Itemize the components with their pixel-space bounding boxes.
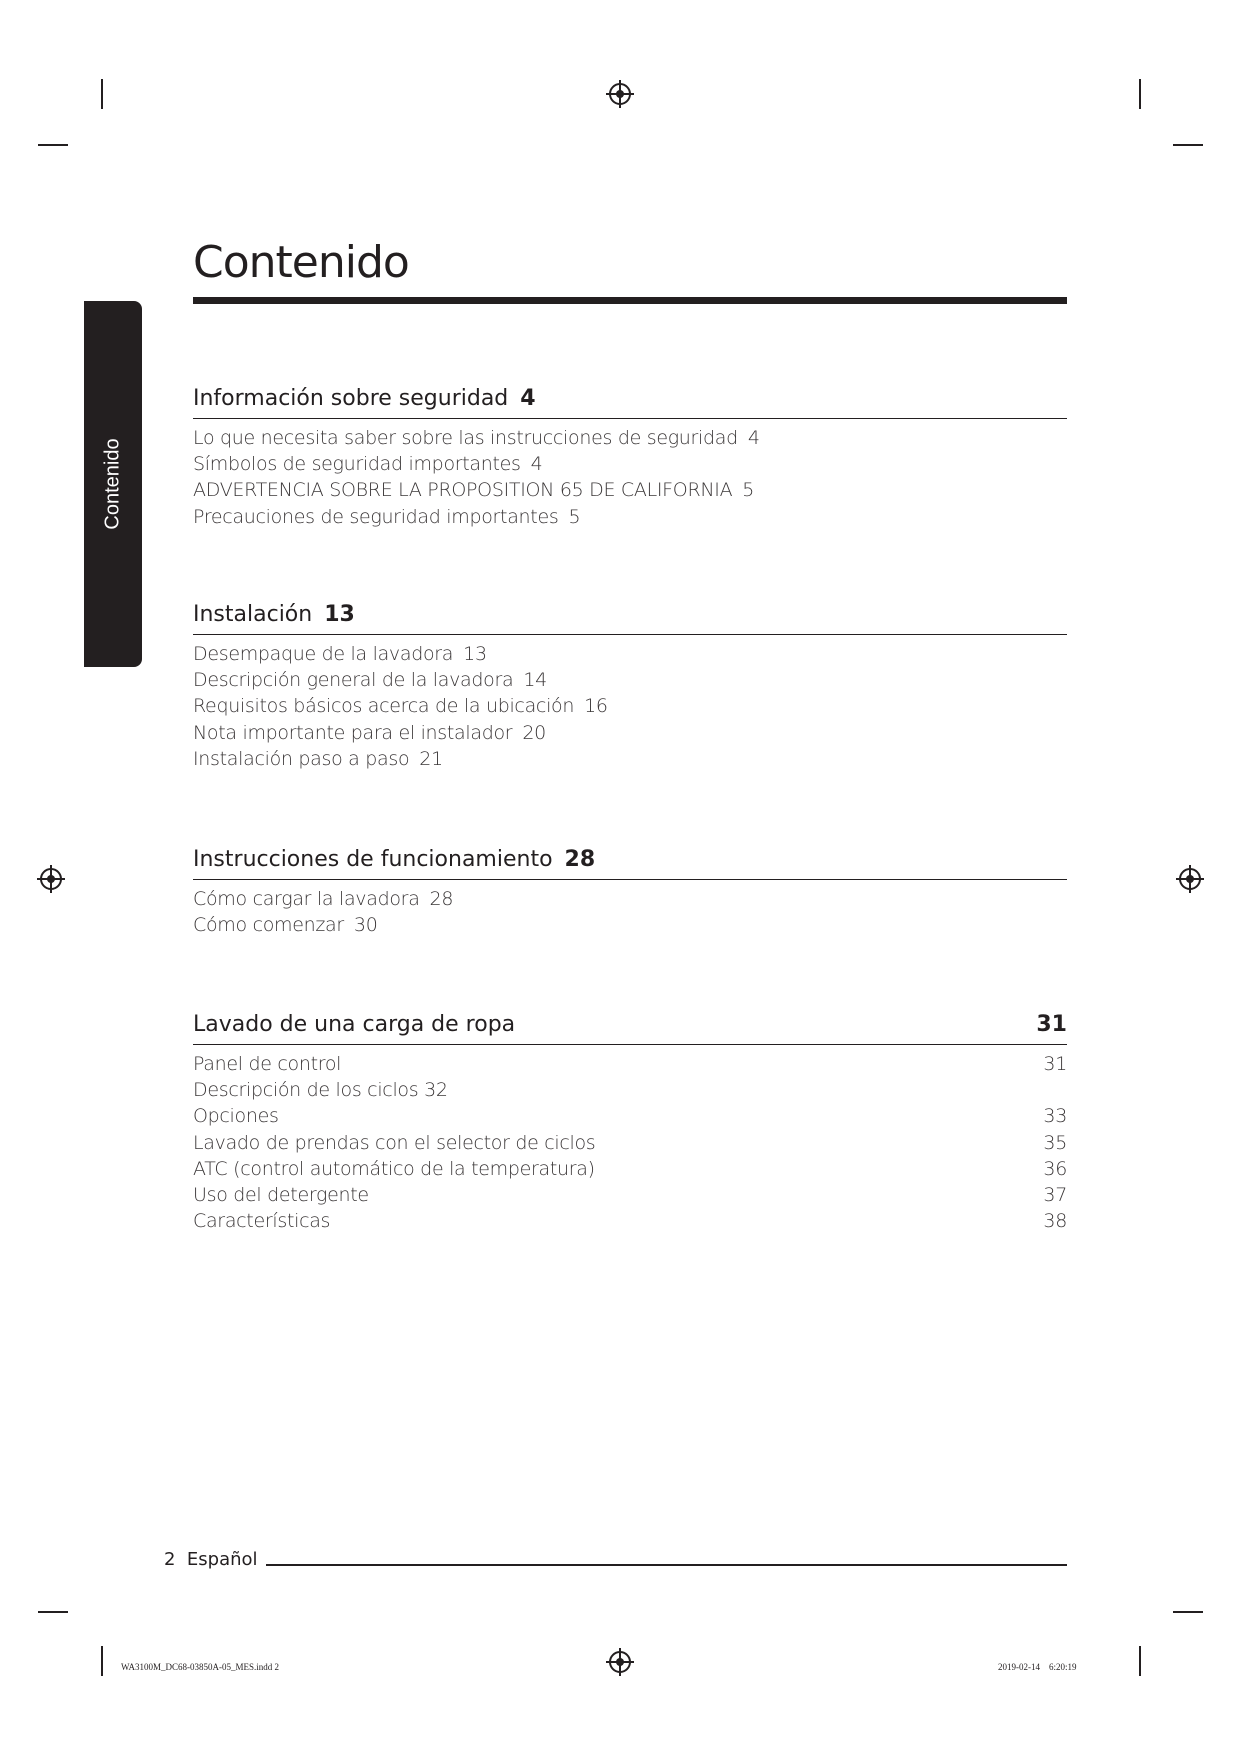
entry-page: 16 xyxy=(584,695,608,718)
entry-page: 5 xyxy=(568,505,581,528)
toc-entry[interactable] xyxy=(193,1156,1067,1182)
entry-label: Cómo comenzar xyxy=(193,914,344,937)
footer-rule xyxy=(266,1564,1067,1566)
entry-label: Símbolos de seguridad importantes xyxy=(193,453,521,476)
entry-label: Cómo cargar la lavadora xyxy=(193,888,420,910)
toc-entry[interactable] xyxy=(193,720,1067,746)
entry-page: 35 xyxy=(1043,1131,1067,1154)
entry-page: 14 xyxy=(523,669,547,692)
toc-section-heading[interactable] xyxy=(193,847,1067,880)
crop-mark xyxy=(38,1611,68,1613)
entry-page: 33 xyxy=(1043,1105,1067,1128)
toc-section-heading[interactable] xyxy=(193,1012,1067,1045)
entry-label: ADVERTENCIA SOBRE LA PROPOSITION 65 DE CALIFORNIA xyxy=(193,479,733,502)
crop-mark xyxy=(1139,79,1141,109)
entry-label: Lo que necesita saber sobre las instrucciones de seguridad xyxy=(193,427,738,449)
page-title: Contenido xyxy=(193,237,409,288)
section-title: Lavado de una carga de ropa xyxy=(193,1012,516,1037)
entry-label: Requisitos básicos acerca de la ubicación xyxy=(193,695,575,718)
entry-label: Opciones xyxy=(193,1105,279,1128)
entry-label: Precauciones de seguridad importantes xyxy=(193,505,559,528)
toc-section-safety xyxy=(193,386,1067,530)
registration-mark-icon xyxy=(609,1651,631,1673)
entry-page: 20 xyxy=(522,721,546,744)
page-footer xyxy=(164,1549,258,1570)
section-page: 31 xyxy=(1036,1012,1067,1037)
entry-page: 37 xyxy=(1043,1184,1067,1207)
toc-entry[interactable] xyxy=(193,1130,1067,1156)
crop-mark xyxy=(1139,1646,1141,1676)
entry-page: 31 xyxy=(1043,1053,1067,1075)
entry-page: 36 xyxy=(1043,1157,1067,1180)
toc-entry[interactable] xyxy=(193,504,1067,530)
entry-label: Desempaque de la lavadora xyxy=(193,643,454,665)
entry-page: 4 xyxy=(747,427,760,449)
toc-entry[interactable] xyxy=(193,1051,1067,1077)
section-title: Instalación xyxy=(193,602,313,627)
page-number: 2 xyxy=(164,1549,176,1570)
entry-page: 4 xyxy=(530,453,543,476)
toc-entry[interactable] xyxy=(193,451,1067,477)
toc-section-installation xyxy=(193,602,1067,772)
entry-label: Nota importante para el instalador xyxy=(193,721,513,744)
section-title: Información sobre seguridad xyxy=(193,386,509,411)
toc-entry[interactable] xyxy=(193,693,1067,719)
entry-label: Uso del detergente xyxy=(193,1184,369,1207)
crop-mark xyxy=(101,79,103,109)
crop-mark xyxy=(38,144,68,146)
section-page: 13 xyxy=(324,602,355,627)
title-rule xyxy=(193,297,1067,304)
side-tab-label: Contenido xyxy=(101,438,124,530)
crop-mark xyxy=(101,1646,103,1676)
entry-label: ATC (control automático de la temperatura) xyxy=(193,1157,595,1180)
entry-label: Lavado de prendas con el selector de ciclos xyxy=(193,1131,596,1154)
entry-page: 30 xyxy=(353,914,378,937)
entry-label: Descripción general de la lavadora xyxy=(193,669,514,692)
entry-page: 13 xyxy=(463,643,487,665)
section-page: 4 xyxy=(520,386,536,411)
registration-mark-icon xyxy=(40,868,62,890)
toc-entry[interactable] xyxy=(193,667,1067,693)
toc-entry[interactable] xyxy=(193,746,1067,772)
toc-entry[interactable] xyxy=(193,1182,1067,1208)
crop-mark xyxy=(1173,1611,1203,1613)
registration-mark-icon xyxy=(1179,868,1201,890)
print-slug-file: WA3100M_DC68-03850A-05_MES.indd 2 xyxy=(121,1662,280,1672)
toc-entry[interactable] xyxy=(193,425,1067,451)
section-page: 28 xyxy=(564,847,596,872)
toc-entry[interactable] xyxy=(193,1208,1067,1234)
registration-mark-icon xyxy=(609,83,631,105)
entry-label: Panel de control xyxy=(193,1053,342,1075)
toc-section-operation xyxy=(193,847,1067,938)
crop-mark xyxy=(1173,144,1203,146)
entry-page: 5 xyxy=(742,479,755,502)
section-title: Instrucciones de funcionamiento xyxy=(193,847,553,872)
entry-page: 28 xyxy=(429,888,454,910)
toc-section-heading[interactable] xyxy=(193,602,1067,635)
entry-label: Instalación paso a paso xyxy=(193,747,410,770)
footer-language: Español xyxy=(186,1549,258,1570)
entry-label: Descripción de los ciclos 32 xyxy=(193,1079,448,1102)
side-tab xyxy=(84,301,142,667)
entry-page: 21 xyxy=(419,747,443,770)
toc-entry[interactable] xyxy=(193,1103,1067,1129)
toc-section-heading[interactable] xyxy=(193,386,1067,419)
toc-entry[interactable] xyxy=(193,641,1067,667)
toc-entry[interactable] xyxy=(193,1077,1067,1103)
toc-entry[interactable] xyxy=(193,886,1067,912)
toc-entry[interactable] xyxy=(193,477,1067,503)
entry-label: Características xyxy=(193,1210,331,1233)
entry-page: 38 xyxy=(1043,1210,1067,1233)
toc-entry[interactable] xyxy=(193,912,1067,938)
toc-section-washing xyxy=(193,1012,1067,1234)
print-slug-timestamp: 2019-02-14 6:20:19 xyxy=(998,1662,1077,1672)
